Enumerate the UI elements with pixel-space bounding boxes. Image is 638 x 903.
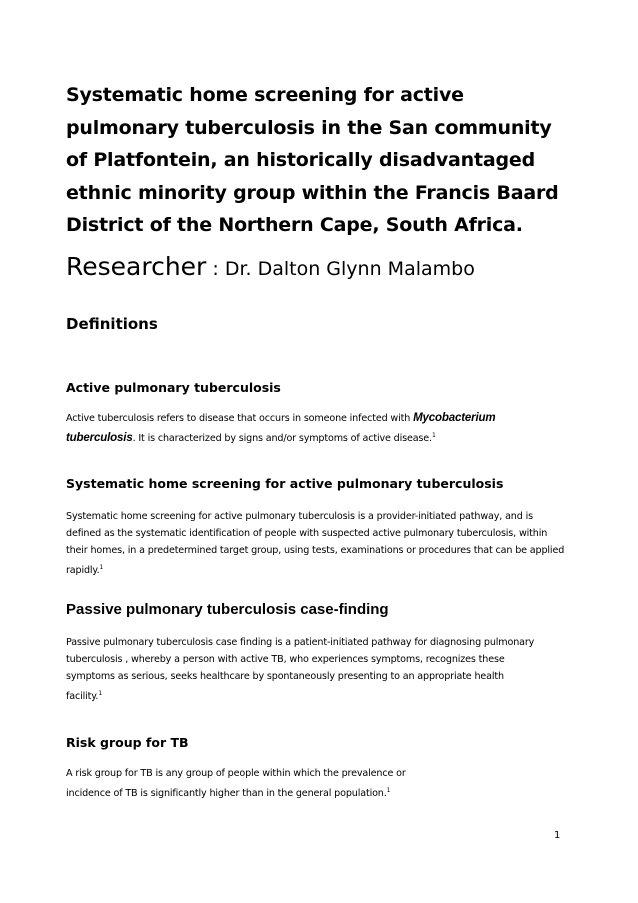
reference-marker: 1: [431, 432, 436, 439]
definitions-heading: Definitions: [66, 315, 158, 333]
reference-marker: 1: [99, 564, 104, 571]
reference-marker: 1: [386, 787, 391, 794]
section-text: Systematic home screening for active pulmonary tuberculosis is a provider-initiated pathway, and is defined as the systematic identification of people with suspected active pulmonary tuberculosis, within their homes, in a predetermined target group, using tests, examinations or procedures that can be applied rapidly.: [66, 511, 565, 576]
page-number: 1: [554, 830, 561, 841]
section-text-systematic-screening: [66, 508, 566, 579]
researcher-label: Researcher: [66, 252, 207, 281]
section-text: Passive pulmonary tuberculosis case finding is a patient-initiated pathway for diagnosing pulmonary tuberculosis , whereby a person with active TB, who experiences symptoms, recognizes these symptoms as serious, seeks healthcare by spontaneously presenting to an appropriate health facility.: [66, 637, 535, 702]
section-heading-passive-case-finding: Passive pulmonary tuberculosis case-finding: [66, 601, 389, 618]
document-title: Systematic home screening for active pulmonary tuberculosis in the San community of Platfontein, an historically disadvantaged ethnic minority group within the Francis Baard District of the Northern Cape, South Africa.: [66, 84, 559, 236]
section-text-after: . It is characterized by signs and/or symptoms of active disease.: [132, 433, 432, 444]
researcher-line: [66, 252, 475, 281]
researcher-name: : Dr. Dalton Glynn Malambo: [206, 258, 475, 280]
section-text: A risk group for TB is any group of people within which the prevalence or incidence of TB is significantly higher than in the general population.: [66, 768, 406, 799]
section-text-passive-case-finding: [66, 634, 541, 705]
section-emphasis: Mycobacterium tuberculosis: [66, 412, 496, 444]
section-text-risk-group: [66, 765, 446, 802]
reference-marker: 1: [98, 690, 102, 697]
section-heading-risk-group: Risk group for TB: [66, 735, 189, 750]
section-heading-active-tb: Active pulmonary tuberculosis: [66, 380, 281, 395]
section-text-before: Active tuberculosis refers to disease that occurs in someone infected with: [66, 413, 414, 424]
section-heading-systematic-screening: Systematic home screening for active pulmonary tuberculosis: [66, 476, 504, 491]
section-text-active-tb: [66, 410, 536, 447]
